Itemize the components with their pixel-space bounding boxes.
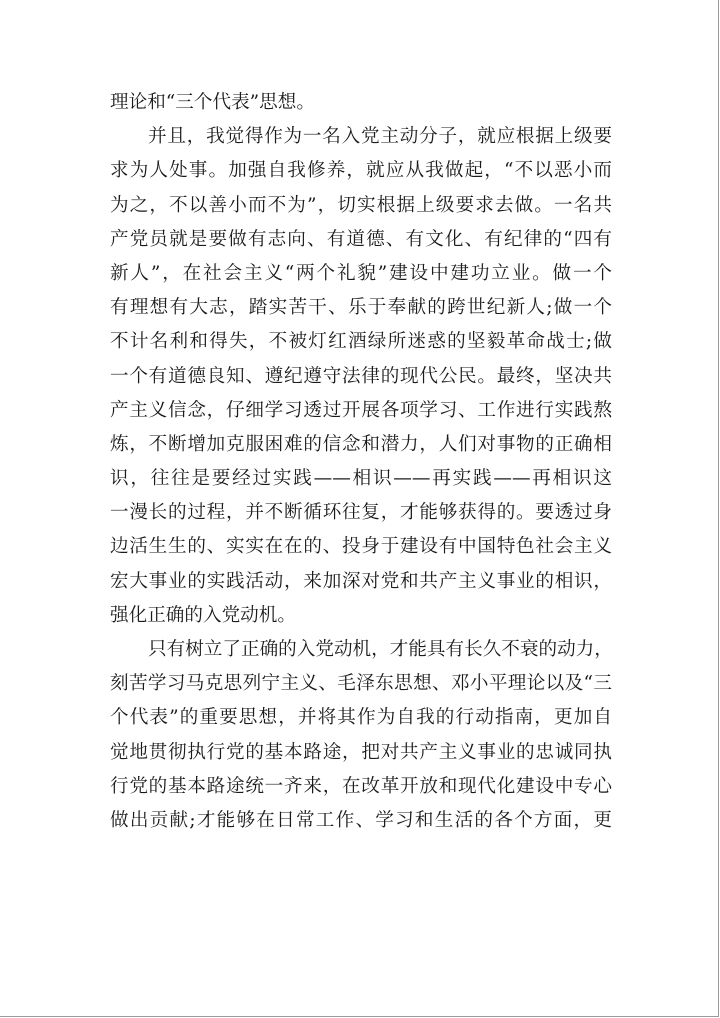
text-line: 求为人处事。加强自我修养，就应从我做起，“不以恶小而 — [110, 160, 612, 182]
text-line: 不计名利和得失，不被灯红酒绿所迷惑的坚毅革命战士;做 — [110, 331, 612, 353]
text-line: 产主义信念，仔细学习透过开展各项学习、工作进行实践熬 — [110, 399, 612, 421]
text-line: 一漫长的过程，并不断循环往复，才能够获得的。要透过身 — [110, 502, 612, 524]
text-line: 一个有道德良知、遵纪遵守法律的现代公民。最终，坚决共 — [110, 365, 612, 387]
text-line: 边活生生的、实实在在的、投身于建设有中国特色社会主义 — [110, 536, 612, 558]
text-line: 产党员就是要做有志向、有道德、有文化、有纪律的“四有 — [110, 228, 612, 250]
paragraph-1 — [110, 86, 612, 120]
text-line: 刻苦学习马克思列宁主义、毛泽东思想、邓小平理论以及“三 — [110, 673, 612, 695]
text-line: 强化正确的入党动机。 — [110, 604, 296, 626]
text-line: 新人”，在社会主义“两个礼貌”建设中建功立业。做一个 — [110, 262, 612, 284]
text-line: 炼，不断增加克服困难的信念和潜力，人们对事物的正确相 — [110, 433, 612, 455]
text-line: 有理想有大志，踏实苦干、乐于奉献的跨世纪新人;做一个 — [110, 297, 612, 319]
paragraph-2 — [110, 120, 612, 633]
text-line: 只有树立了正确的入党动机，才能具有长久不衰的动力， — [148, 639, 613, 660]
text-line: 个代表”的重要思想，并将其作为自我的行动指南，更加自 — [110, 707, 612, 729]
text-line: 做出贡献;才能够在日常工作、学习和生活的各个方面，更 — [110, 809, 612, 831]
text-line: 觉地贯彻执行党的基本路途，把对共产主义事业的忠诚同执 — [110, 741, 612, 763]
text-line: 宏大事业的实践活动，来加深对党和共产主义事业的相识， — [110, 570, 612, 592]
text-line: 为之，不以善小而不为”，切实根据上级要求去做。一名共 — [110, 194, 612, 216]
text-line: 行党的基本路途统一齐来，在改革开放和现代化建设中专心 — [110, 775, 612, 797]
text-line: 并且，我觉得作为一名入党主动分子，就应根据上级要 — [148, 126, 612, 148]
paragraph-3 — [110, 633, 612, 838]
text-line: 理论和“三个代表”思想。 — [110, 92, 315, 113]
document-body — [110, 86, 612, 838]
text-line: 识，往往是要经过实践——相识——再实践——再相识这 — [110, 468, 612, 490]
